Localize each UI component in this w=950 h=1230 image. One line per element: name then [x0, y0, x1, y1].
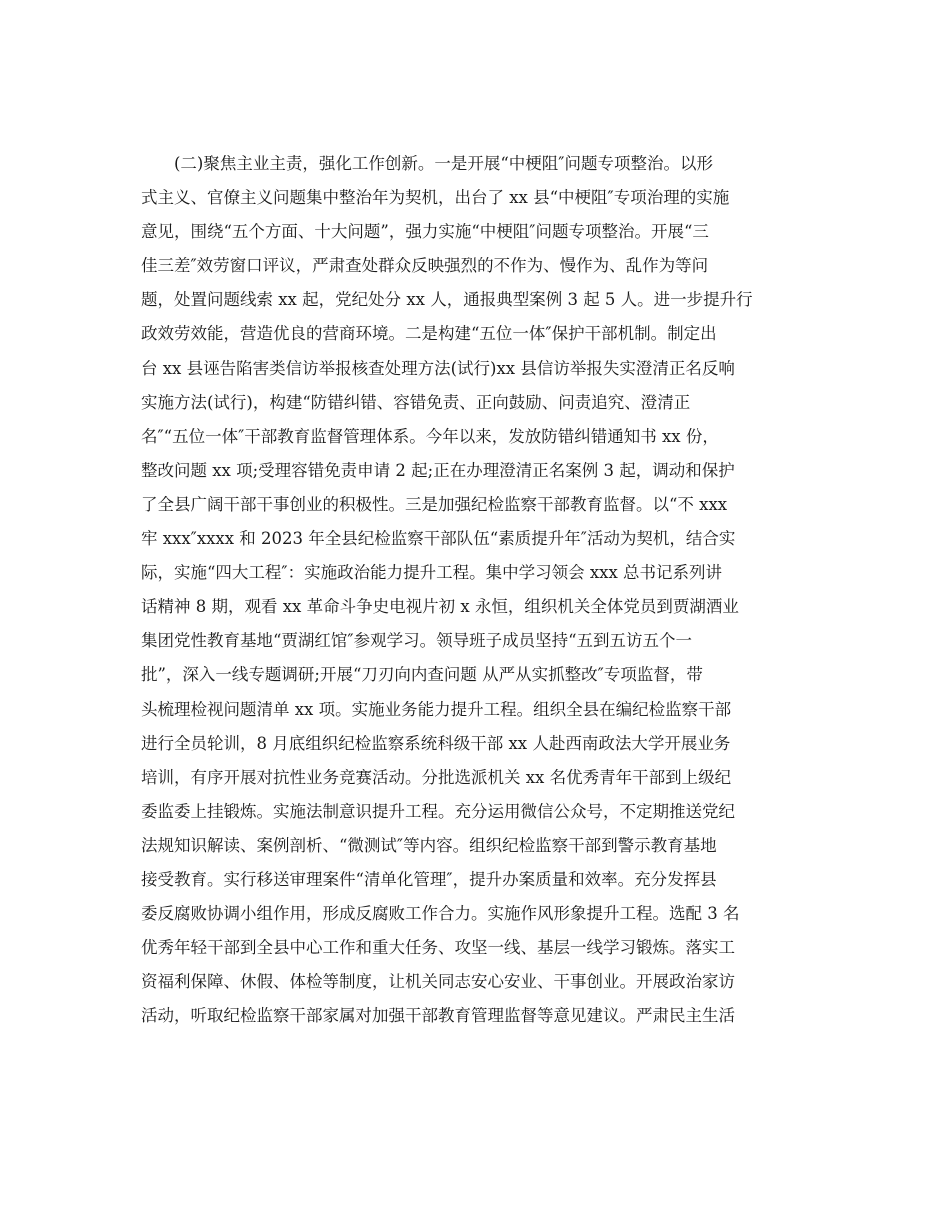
text-line: 台 xx 县诬告陷害类信访举报核查处理方法(试行)xx 县信访举报失实澄清正名反响: [141, 358, 735, 378]
text-line: 名″“五位一体″干部教育监督管理体系。今年以来，发放防错纠错通知书 xx 份，: [141, 426, 719, 446]
text-line: 接受教育。实行移送审理案件“清单化管理″，提升办案质量和效率。充分发挥县: [141, 869, 717, 889]
text-line: 牢 xxx″xxxx 和 2023 年全县纪检监察干部队伍“素质提升年″活动为契机，结合实: [141, 529, 736, 549]
text-line: 意见，围绕“五个方面、十大问题”，强力实施“中梗阻″问题专项整治。开展“三: [141, 222, 709, 242]
text-line: (二)聚焦主业主责，强化工作创新。一是开展“中梗阻″问题专项整治。以形: [174, 154, 713, 173]
text-line: 批”，深入一线专题调研;开展“刀刃向内查问题 从严从实抓整改″专项监督，带: [141, 665, 703, 685]
text-line: 话精神 8 期，观看 xx 革命斗争史电视片初 x 永恒，组织机关全体党员到贾湖酒业: [141, 597, 739, 617]
text-line: 委反腐败协调小组作用，形成反腐败工作合力。实施作风形象提升工程。选配 3 名: [141, 904, 740, 924]
text-line: 头梳理检视问题清单 xx 项。实施业务能力提升工程。组织全县在编纪检监察干部: [141, 699, 732, 719]
text-line: 佳三差″效劳窗口评议，严肃查处群众反映强烈的不作为、慢作为、乱作为等问: [141, 256, 709, 276]
text-line: 委监委上挂锻炼。实施法制意识提升工程。充分运用微信公众号，不定期推送党纪: [141, 801, 735, 821]
text-line: 题，处置问题线索 xx 起，党纪处分 xx 人，通报典型案例 3 起 5 人。进一步提升行: [141, 290, 753, 310]
text-line: 进行全员轮训，8 月底组织纪检监察系统科级干部 xx 人赴西南政法大学开展业务: [141, 733, 731, 753]
text-line: 实施方法(试行)，构建“防错纠错、容错免责、正向鼓励、问责追究、澄清正: [141, 392, 691, 412]
text-line: 活动，听取纪检监察干部家属对加强干部教育管理监督等意见建议。严肃民主生活: [141, 1006, 735, 1026]
text-line: 政效劳效能，营造优良的营商环境。二是构建“五位一体″保护干部机制。制定出: [141, 324, 717, 344]
text-line: 式主义、官僚主义问题集中整治年为契机，出台了 xx 县“中梗阻″专项治理的实施: [141, 188, 730, 208]
document-body-text: [141, 147, 821, 1033]
text-line: 优秀年轻干部到全县中心工作和重大任务、攻坚一线、基层一线学习锻炼。落实工: [141, 938, 735, 958]
text-line: 培训，有序开展对抗性业务竞赛活动。分批选派机关 xx 名优秀青年干部到上级纪: [141, 767, 732, 787]
text-line: 际，实施“四大工程″：实施政治能力提升工程。集中学习领会 xxx 总书记系列讲: [141, 563, 723, 583]
text-line: 整改问题 xx 项;受理容错免责申请 2 起;正在办理澄清正名案例 3 起，调动和保护: [141, 460, 735, 480]
text-line: 法规知识解读、案例剖析、“微测试″等内容。组织纪检监察干部到警示教育基地: [141, 835, 717, 855]
text-line: 集团党性教育基地“贾湖红馆″参观学习。领导班子成员坚持“五到五访五个一: [141, 631, 693, 651]
text-line: 资福利保障、休假、体检等制度，让机关同志安心安业、干事创业。开展政治家访: [141, 972, 735, 992]
text-line: 了全县广阔干部干事创业的积极性。三是加强纪检监察干部教育监督。以“不 xxx: [141, 494, 728, 514]
